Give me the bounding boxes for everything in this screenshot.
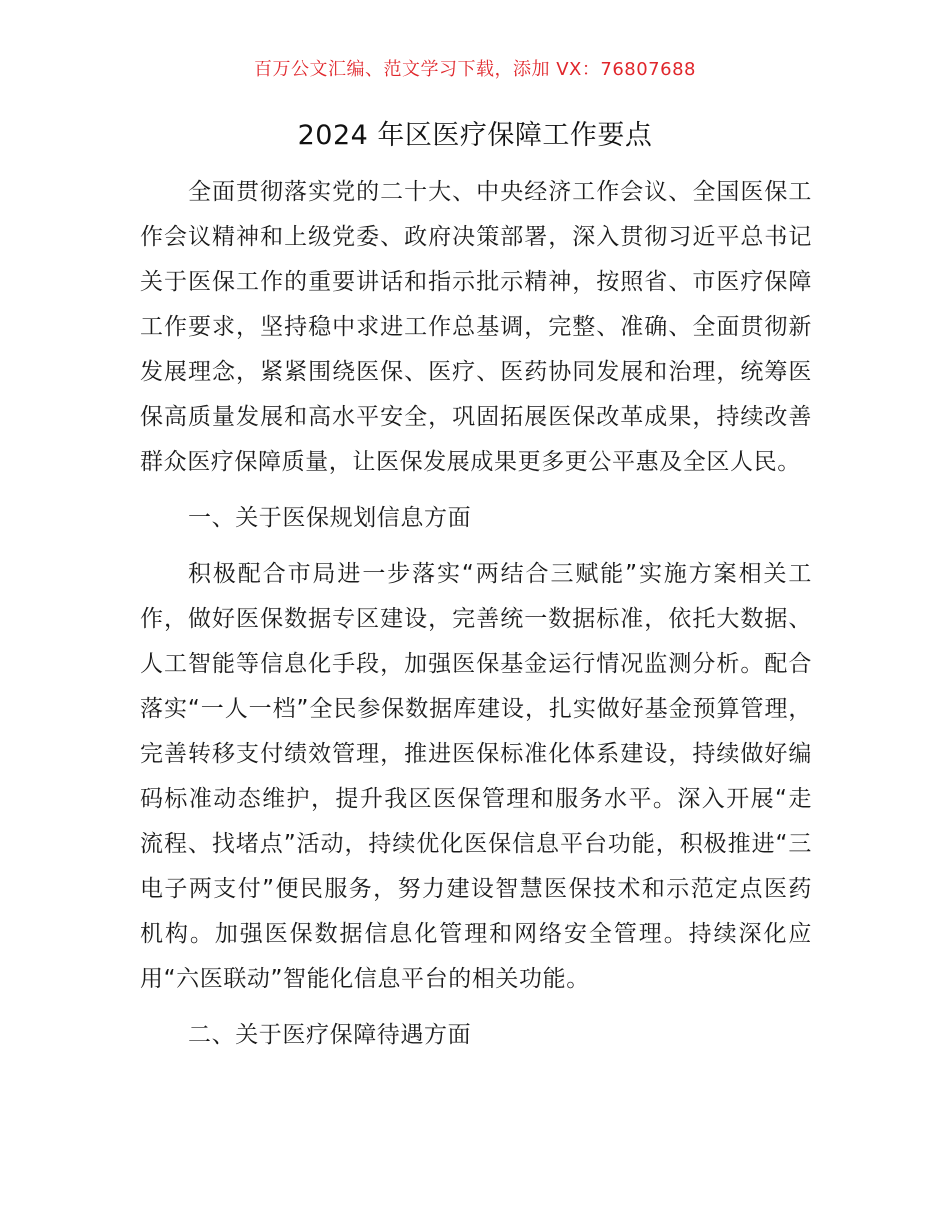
- document-body: [140, 170, 812, 1069]
- section-heading-1: 一、关于医保规划信息方面: [188, 505, 472, 531]
- document-title: 2024 年区医疗保障工作要点: [297, 120, 653, 151]
- header-banner: 百万公文汇编、范文学习下载，添加 VX：76807688: [254, 59, 696, 80]
- intro-paragraph: 全面贯彻落实党的二十大、中央经济工作会议、全国医保工作会议精神和上级党委、政府决策部署，深入贯彻习近平总书记关于医保工作的重要讲话和指示批示精神，按照省、市医疗保障工作要求，坚持稳中求进工作总基调，完整、准确、全面贯彻新发展理念，紧紧围绕医保、医疗、医药协同发展和治理，统筹医保高质量发展和高水平安全，巩固拓展医保改革成果，持续改善群众医疗保障质量，让医保发展成果更多更公平惠及全区人民。: [140, 179, 812, 475]
- section-body-1: 积极配合市局进一步落实“两结合三赋能”实施方案相关工作，做好医保数据专区建设，完善统一数据标准，依托大数据、人工智能等信息化手段，加强医保基金运行情况监测分析。配合落实“一人一档”全民参保数据库建设，扎实做好基金预算管理，完善转移支付绩效管理，推进医保标准化体系建设，持续做好编码标准动态维护，提升我区医保管理和服务水平。深入开展“走流程、找堵点”活动，持续优化医保信息平台功能，积极推进“三电子两支付”便民服务，努力建设智慧医保技术和示范定点医药机构。加强医保数据信息化管理和网络安全管理。持续深化应用“六医联动”智能化信息平台的相关功能。: [140, 561, 812, 992]
- section-heading-2: 二、关于医疗保障待遇方面: [188, 1022, 472, 1048]
